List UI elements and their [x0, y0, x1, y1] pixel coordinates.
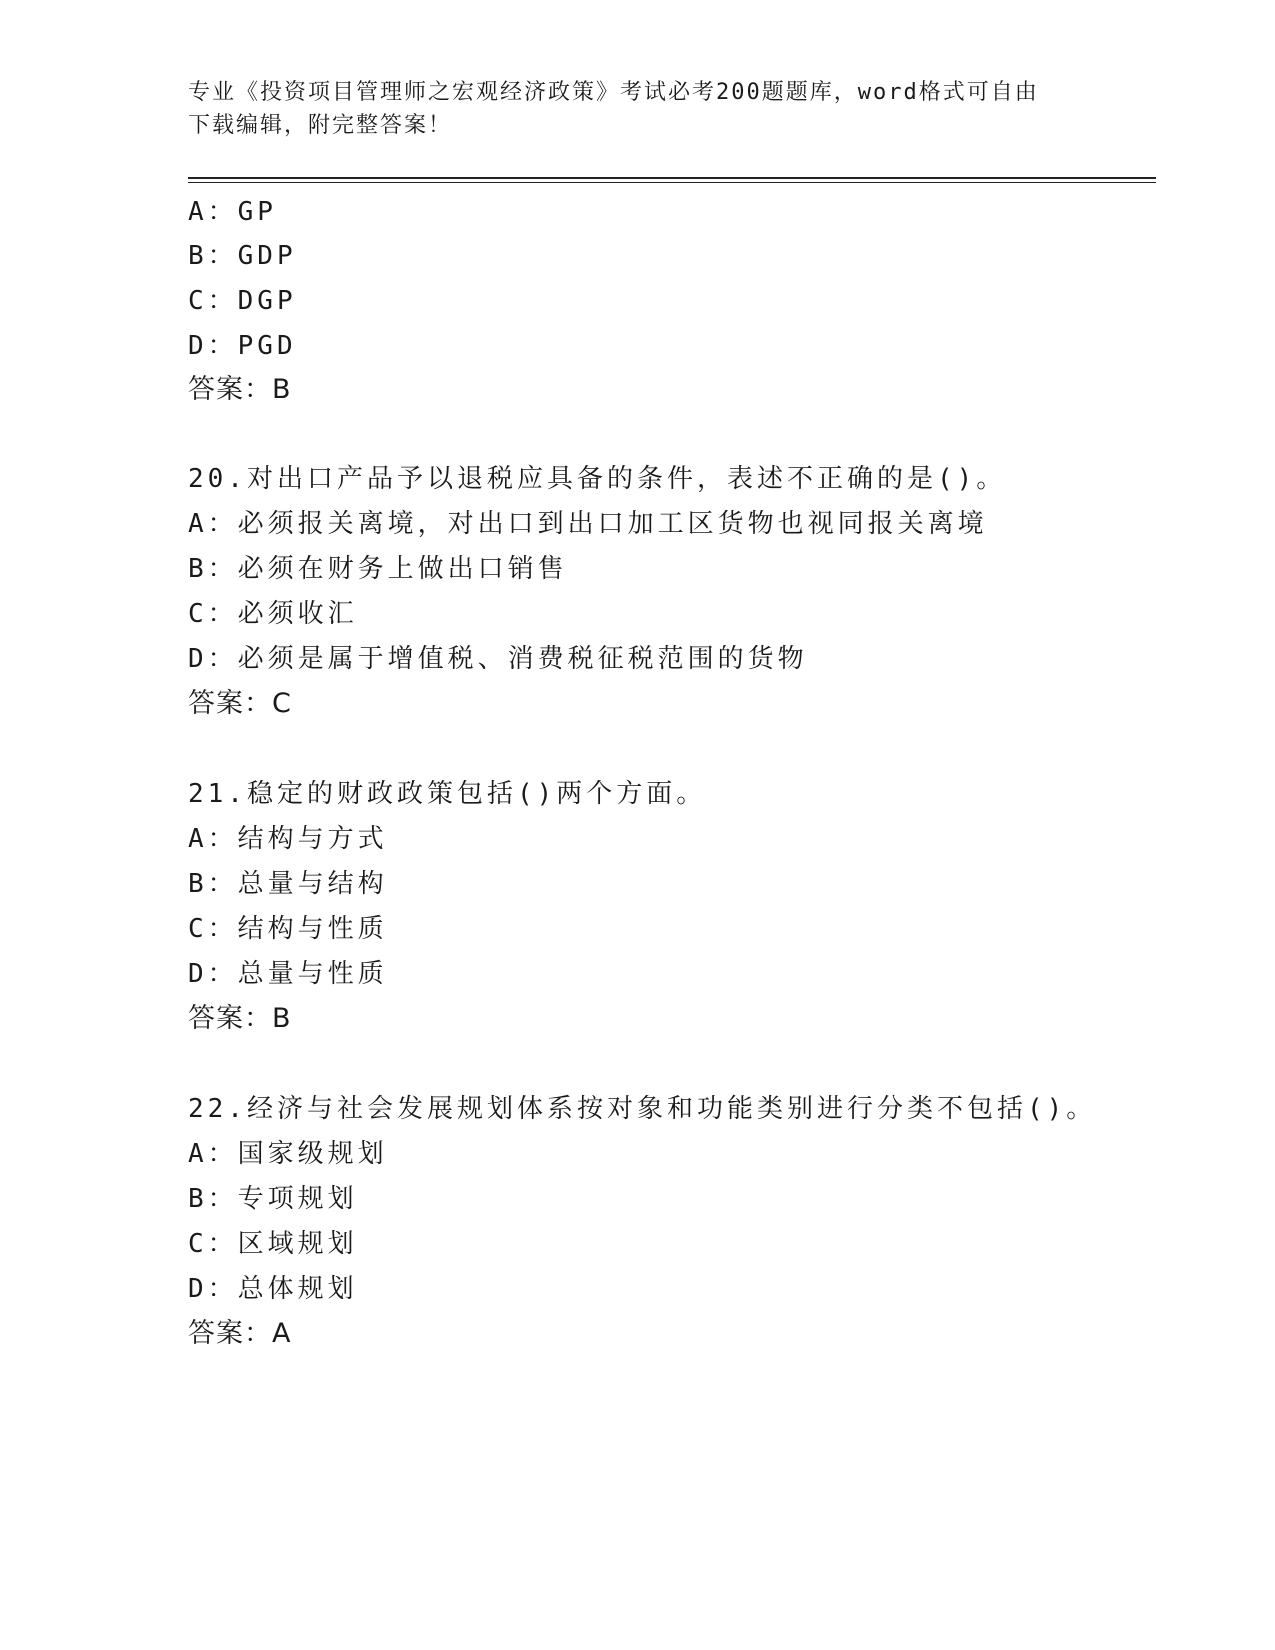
- q22-option-c: C：区域规划: [188, 1229, 358, 1259]
- q20-option-b: B：必须在财务上做出口销售: [188, 554, 568, 584]
- q21-option-b: B：总量与结构: [188, 869, 388, 899]
- header-line-2: 下载编辑，附完整答案！: [188, 113, 453, 138]
- q19-option-c: C：DGP: [188, 286, 297, 316]
- q22-option-d: D：总体规划: [188, 1274, 358, 1304]
- q22-answer: 答案：A: [188, 1318, 292, 1349]
- q19-option-b: B：GDP: [188, 241, 297, 271]
- document-header: [188, 76, 1068, 142]
- q21-question: 21.稳定的财政政策包括()两个方面。: [188, 779, 707, 809]
- q20-option-a: A：必须报关离境，对出口到出口加工区货物也视同报关离境: [188, 509, 988, 539]
- q22-question: 22.经济与社会发展规划体系按对象和功能类别进行分类不包括()。: [188, 1094, 1097, 1124]
- q22-option-b: B：专项规划: [188, 1184, 358, 1214]
- q21-option-c: C：结构与性质: [188, 914, 388, 944]
- q19-answer: 答案：B: [188, 374, 292, 405]
- q20-option-d: D：必须是属于增值税、消费税征税范围的货物: [188, 644, 808, 674]
- q21-answer: 答案：B: [188, 1003, 292, 1034]
- q22-option-a: A：国家级规划: [188, 1139, 388, 1169]
- q20-answer: 答案：C: [188, 688, 292, 719]
- q19-option-a: A：GP: [188, 197, 277, 227]
- q21-option-a: A：结构与方式: [188, 824, 388, 854]
- header-rule-thin: [188, 182, 1156, 183]
- q20-question: 20.对出口产品予以退税应具备的条件，表述不正确的是()。: [188, 464, 1007, 494]
- header-rule-thick: [188, 177, 1156, 179]
- header-line-1: 专业《投资项目管理师之宏观经济政策》考试必考200题题库，word格式可自由: [188, 80, 1039, 105]
- q21-option-d: D：总量与性质: [188, 959, 388, 989]
- q19-option-d: D：PGD: [188, 331, 297, 361]
- q20-option-c: C：必须收汇: [188, 599, 358, 629]
